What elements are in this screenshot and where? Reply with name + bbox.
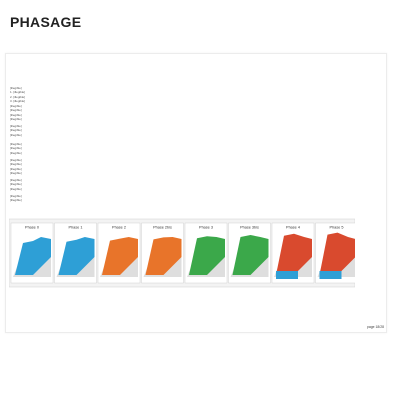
text-line: [illegible] [10, 117, 22, 122]
text-line: [illegible] [10, 178, 22, 182]
text-block-paragraph-1 [10, 104, 375, 122]
phase-label: Phase 2 [112, 225, 126, 230]
phase-panel [11, 223, 53, 283]
text-line: [illegible] [10, 171, 22, 176]
phase-label: Phase 3bis [240, 225, 259, 230]
phase-panel [272, 223, 314, 283]
phase-label: Phase 0 [25, 225, 39, 230]
phase-label: Phase 2bis [153, 225, 172, 230]
phase-panel [185, 223, 227, 283]
page-title: PHASAGE [10, 14, 82, 30]
phasing-diagram [9, 215, 355, 293]
phase-panel [55, 223, 97, 283]
text-line: [illegible] [10, 128, 22, 133]
water-band [276, 271, 298, 279]
text-line: [illegible] [10, 198, 22, 203]
text-line: [illegible] [10, 112, 22, 117]
text-block-intro [10, 86, 240, 104]
text-line: [illegible] [10, 124, 22, 128]
water-band [320, 271, 342, 279]
text-line: [illegible] [10, 150, 22, 155]
text-line: 3. [illegible] [10, 99, 26, 104]
text-line: [illegible] [10, 146, 22, 151]
phase-panel [316, 223, 356, 283]
phase-label: Phase 4 [286, 225, 300, 230]
text-line: [illegible] [10, 194, 22, 198]
text-block-paragraph-2 [10, 124, 375, 137]
text-line: [illegible] [10, 86, 22, 90]
phase-panel [229, 223, 271, 283]
text-line: [illegible] [10, 158, 22, 162]
text-line: 2. [illegible] [10, 94, 26, 99]
text-block-paragraph-6 [10, 194, 375, 203]
phase-label: Phase 1 [68, 225, 83, 230]
text-line: [illegible] [10, 182, 22, 187]
text-line: [illegible] [10, 166, 22, 171]
text-line: [illegible] [10, 186, 22, 191]
phase-panel [98, 223, 140, 283]
phase-label: Phase 5 [329, 225, 344, 230]
text-block-paragraph-4 [10, 158, 375, 176]
text-block-paragraph-5 [10, 178, 375, 191]
page-number: page 18/28 [367, 325, 384, 329]
text-line: [illegible] [10, 162, 22, 167]
text-line: [illegible] [10, 132, 22, 137]
phasing-diagram-svg [9, 215, 355, 293]
text-line: 1. [illegible] [10, 90, 26, 95]
phase-panel [142, 223, 184, 283]
phase-label: Phase 3 [199, 225, 213, 230]
text-line: [illegible] [10, 142, 22, 146]
text-line: [illegible] [10, 104, 22, 108]
text-block-paragraph-3 [10, 142, 375, 155]
text-line: [illegible] [10, 108, 22, 113]
